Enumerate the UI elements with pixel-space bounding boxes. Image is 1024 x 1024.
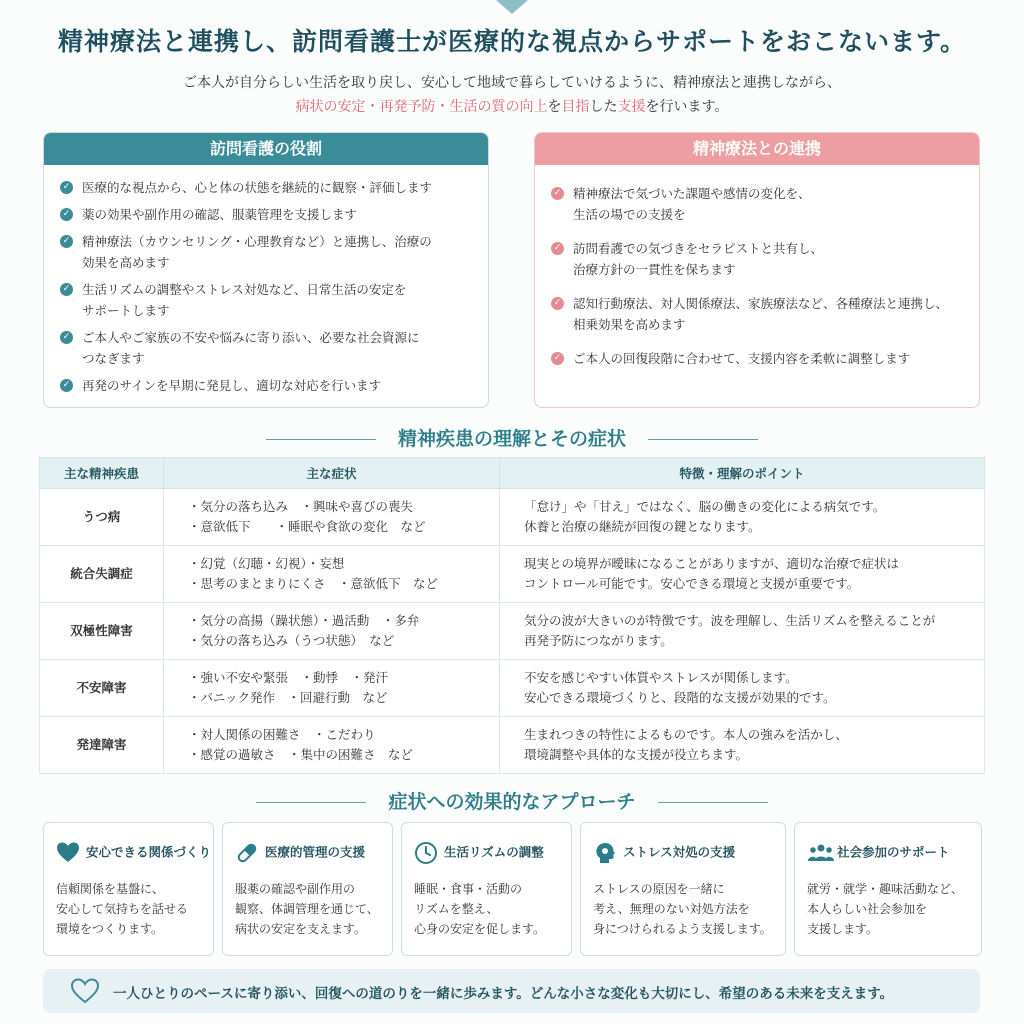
- intro-highlight-support: 支援: [617, 99, 646, 115]
- approach-card-line: 観察、体調管理を通じて、: [235, 902, 379, 916]
- list-item: [60, 327, 472, 369]
- approach-card-text: [56, 879, 188, 939]
- feature-line: 休養と治療の継続が回復の鍵となります。: [524, 519, 761, 534]
- list-item-text: 精神療法で気づいた課題や感情の変化を、: [573, 186, 811, 201]
- list-item: [551, 183, 963, 225]
- approach-card-line: 心身の安定を促します。: [414, 922, 546, 936]
- page-title: 精神療法と連携し、訪問看護士が医療的な視点からサポートをおこないます。: [57, 27, 966, 56]
- feature-line: 生まれつきの特性によるものです。本人の強みを活かし、: [524, 727, 848, 742]
- intro-line-2: [0, 96, 1024, 116]
- symptom-line: ・感覚の過敏さ ・集中の困難さ など: [188, 747, 414, 762]
- approach-card: [794, 822, 982, 956]
- cooperation-card: [534, 132, 980, 408]
- approach-card-line: 就労・就学・趣味活動など、: [807, 882, 964, 896]
- group-icon: [807, 841, 831, 865]
- feature-line: 「怠け」や「甘え」ではなく、脳の働きの変化による病気です。: [524, 499, 886, 514]
- symptoms-cell: [164, 489, 500, 546]
- approach-card-title: ストレス対処の支援: [623, 844, 736, 860]
- feature-line: 現実との境界が曖昧になることがありますが、適切な治療で症状は: [524, 556, 900, 571]
- table-row: [40, 660, 985, 717]
- approach-card-title-row: [807, 841, 950, 865]
- features-cell: [500, 489, 985, 546]
- approach-card-line: リズムを整え、: [414, 902, 499, 916]
- approach-card-line: 病状の安定を支えます。: [235, 922, 367, 936]
- approach-card-title-row: [56, 841, 211, 865]
- cooperation-list: [535, 165, 979, 369]
- role-list: [44, 165, 488, 396]
- disease-table: [39, 457, 985, 774]
- table-row: [40, 603, 985, 660]
- approach-card-text: [807, 879, 963, 939]
- list-item: [551, 348, 963, 369]
- header-disease: 主な精神疾患: [40, 458, 164, 489]
- approach-card-title: 生活リズムの調整: [444, 844, 544, 860]
- top-notch-decoration: [496, 0, 528, 14]
- approach-card-line: 信頼関係を基盤に、: [56, 882, 165, 896]
- feature-line: 環境調整や具体的な支援が役立ちます。: [524, 747, 749, 762]
- list-item-text: サポートします: [82, 303, 170, 318]
- symptoms-cell: [164, 717, 500, 774]
- symptom-line: ・パニック発作 ・回避行動 など: [188, 690, 388, 705]
- check-icon: ✓: [60, 379, 73, 392]
- symptom-line: ・対人関係の困難さ ・こだわり: [188, 727, 376, 742]
- symptom-line: ・思考のまとまりにくさ ・意欲低下 など: [188, 576, 439, 591]
- header-symptoms: 主な症状: [164, 458, 500, 489]
- heading-rule-right: [658, 802, 768, 803]
- disease-name: うつ病: [40, 489, 164, 546]
- capsule-icon: [235, 841, 259, 865]
- heading-rule-left: [256, 802, 366, 803]
- role-card-title: 訪問看護の役割: [44, 133, 488, 165]
- disease-section-heading: [0, 424, 1024, 451]
- intro-text: を行います。: [645, 99, 729, 115]
- intro-text: を: [547, 99, 562, 115]
- approach-card-line: 支援します。: [807, 922, 879, 936]
- check-icon: ✓: [551, 187, 564, 200]
- heart-icon: [56, 841, 80, 865]
- feature-line: 気分の波が大きいのが特徴です。波を理解し、生活リズムを整えることが: [524, 613, 936, 628]
- symptom-line: ・幻覚（幻聴・幻視）・妄想: [188, 556, 345, 571]
- approach-card-line: 睡眠・食事・活動の: [414, 882, 523, 896]
- role-card: [43, 132, 489, 408]
- features-cell: [500, 546, 985, 603]
- list-item-text: 効果を高めます: [82, 255, 170, 270]
- check-icon: ✓: [60, 208, 73, 221]
- approach-card-line: 身につけられるよう支援します。: [593, 922, 772, 936]
- approach-card-title: 安心できる関係づくり: [86, 844, 212, 860]
- footer-message: 一人ひとりのペースに寄り添い、回復への道のりを一緒に歩みます。どんな小さな変化も大切にし、希望のある未来を支えます。: [113, 986, 894, 1002]
- check-icon: ✓: [60, 235, 73, 248]
- disease-name: 統合失調症: [40, 546, 164, 603]
- feature-line: 不安を感じやすい体質やストレスが関係します。: [524, 670, 798, 685]
- list-item-text: 認知行動療法、対人関係療法、家族療法など、各種療法と連携し、: [573, 296, 949, 311]
- list-item-text: 訪問看護での気づきをセラピストと共有し、: [573, 241, 824, 256]
- approach-card-text: [593, 879, 772, 939]
- approach-card-title: 医療的管理の支援: [265, 844, 366, 860]
- feature-line: 安心できる環境づくりと、段階的な支援が効果的です。: [524, 690, 836, 705]
- disease-name: 不安障害: [40, 660, 164, 717]
- check-icon: ✓: [60, 283, 73, 296]
- approach-card-line: ストレスの原因を一緒に: [593, 882, 725, 896]
- approach-card: [222, 822, 393, 956]
- intro-text: した: [589, 99, 618, 115]
- list-item-text: 相乗効果を高めます: [573, 317, 686, 332]
- disease-section-title: 精神疾患の理解とその症状: [397, 428, 626, 450]
- check-icon: ✓: [551, 297, 564, 310]
- check-icon: ✓: [551, 352, 564, 365]
- list-item: [60, 279, 472, 321]
- approach-card-text: [414, 879, 545, 939]
- list-item: [551, 238, 963, 280]
- symptom-line: ・気分の高揚（躁状態）・過活動 ・多弁: [188, 613, 420, 628]
- heading-rule-left: [266, 439, 376, 440]
- approach-card-title-row: [414, 841, 544, 865]
- list-item-text: つなぎます: [82, 351, 145, 366]
- approach-card-title: 社会参加のサポート: [837, 844, 950, 860]
- approach-card-title-row: [593, 841, 735, 865]
- symptom-line: ・強い不安や緊張 ・動悸 ・発汗: [188, 670, 389, 685]
- list-item-text: 薬の効果や副作用の確認、服薬管理を支援します: [82, 207, 358, 222]
- approach-section-title: 症状への効果的なアプローチ: [388, 791, 636, 813]
- check-icon: ✓: [60, 331, 73, 344]
- approach-card-text: [235, 879, 379, 939]
- list-item-text: 治療方針の一貫性を保ちます: [573, 262, 736, 277]
- check-icon: ✓: [60, 181, 73, 194]
- symptoms-cell: [164, 660, 500, 717]
- approach-card-line: 安心して気持ちを話せる: [56, 902, 189, 916]
- list-item-text: 生活リズムの調整やストレス対処など、日常生活の安定を: [82, 282, 407, 297]
- approach-card: [43, 822, 214, 956]
- list-item: [551, 293, 963, 335]
- symptoms-cell: [164, 603, 500, 660]
- head-icon: [593, 841, 617, 865]
- disease-name: 双極性障害: [40, 603, 164, 660]
- list-item-text: 再発のサインを早期に発見し、適切な対応を行います: [82, 378, 382, 393]
- list-item: [60, 375, 472, 396]
- symptom-line: ・気分の落ち込み ・興味や喜びの喪失: [188, 499, 414, 514]
- approach-section-heading: [0, 787, 1024, 814]
- symptom-line: ・気分の落ち込み（うつ状態） など: [188, 633, 395, 648]
- cooperation-card-title: 精神療法との連携: [535, 133, 979, 165]
- intro-line-1: ご本人が自分らしい生活を取り戻し、安心して地域で暮らしていけるように、精神療法と連携しながら、: [183, 75, 841, 91]
- features-cell: [500, 717, 985, 774]
- features-cell: [500, 603, 985, 660]
- features-cell: [500, 660, 985, 717]
- approach-card: [580, 822, 786, 956]
- approach-card-line: 考え、無理のない対処方法を: [593, 902, 750, 916]
- disease-name: 発達障害: [40, 717, 164, 774]
- feature-line: コントロール可能です。安心できる環境と支援が重要です。: [524, 576, 860, 591]
- list-item: [60, 231, 472, 273]
- list-item: [60, 204, 472, 225]
- approach-card-line: 本人らしい社会参加を: [807, 902, 928, 916]
- list-item-text: ご本人の回復段階に合わせて、支援内容を柔軟に調整します: [573, 351, 911, 366]
- symptoms-cell: [164, 546, 500, 603]
- intro-highlight-aim: 目指: [561, 99, 590, 115]
- feature-line: 再発予防につながります。: [524, 633, 673, 648]
- approach-card-title-row: [235, 841, 365, 865]
- check-icon: ✓: [551, 242, 564, 255]
- list-item: [60, 177, 472, 198]
- list-item-text: 生活の場での支援を: [573, 207, 686, 222]
- list-item-text: 医療的な視点から、心と体の状態を継続的に観察・評価します: [82, 180, 433, 195]
- heading-rule-right: [648, 439, 758, 440]
- approach-card-line: 服薬の確認や副作用の: [235, 882, 356, 896]
- footer-banner: [43, 969, 980, 1013]
- list-item-text: 精神療法（カウンセリング・心理教育など）と連携し、治療の: [82, 234, 432, 249]
- table-row: [40, 546, 985, 603]
- table-row: [40, 717, 985, 774]
- intro-highlight-goals: 病状の安定・再発予防・生活の質の向上: [295, 99, 548, 115]
- symptom-line: ・意欲低下 ・睡眠や食欲の変化 など: [188, 519, 426, 534]
- clock-icon: [414, 841, 438, 865]
- table-row: [40, 489, 985, 546]
- approach-card: [401, 822, 572, 956]
- heart-outline-icon: [71, 978, 99, 1004]
- table-header-row: [40, 458, 985, 489]
- header-features: 特徴・理解のポイント: [500, 458, 985, 489]
- approach-card-line: 環境をつくります。: [56, 922, 164, 936]
- list-item-text: ご本人やご家族の不安や悩みに寄り添い、必要な社会資源に: [82, 330, 420, 345]
